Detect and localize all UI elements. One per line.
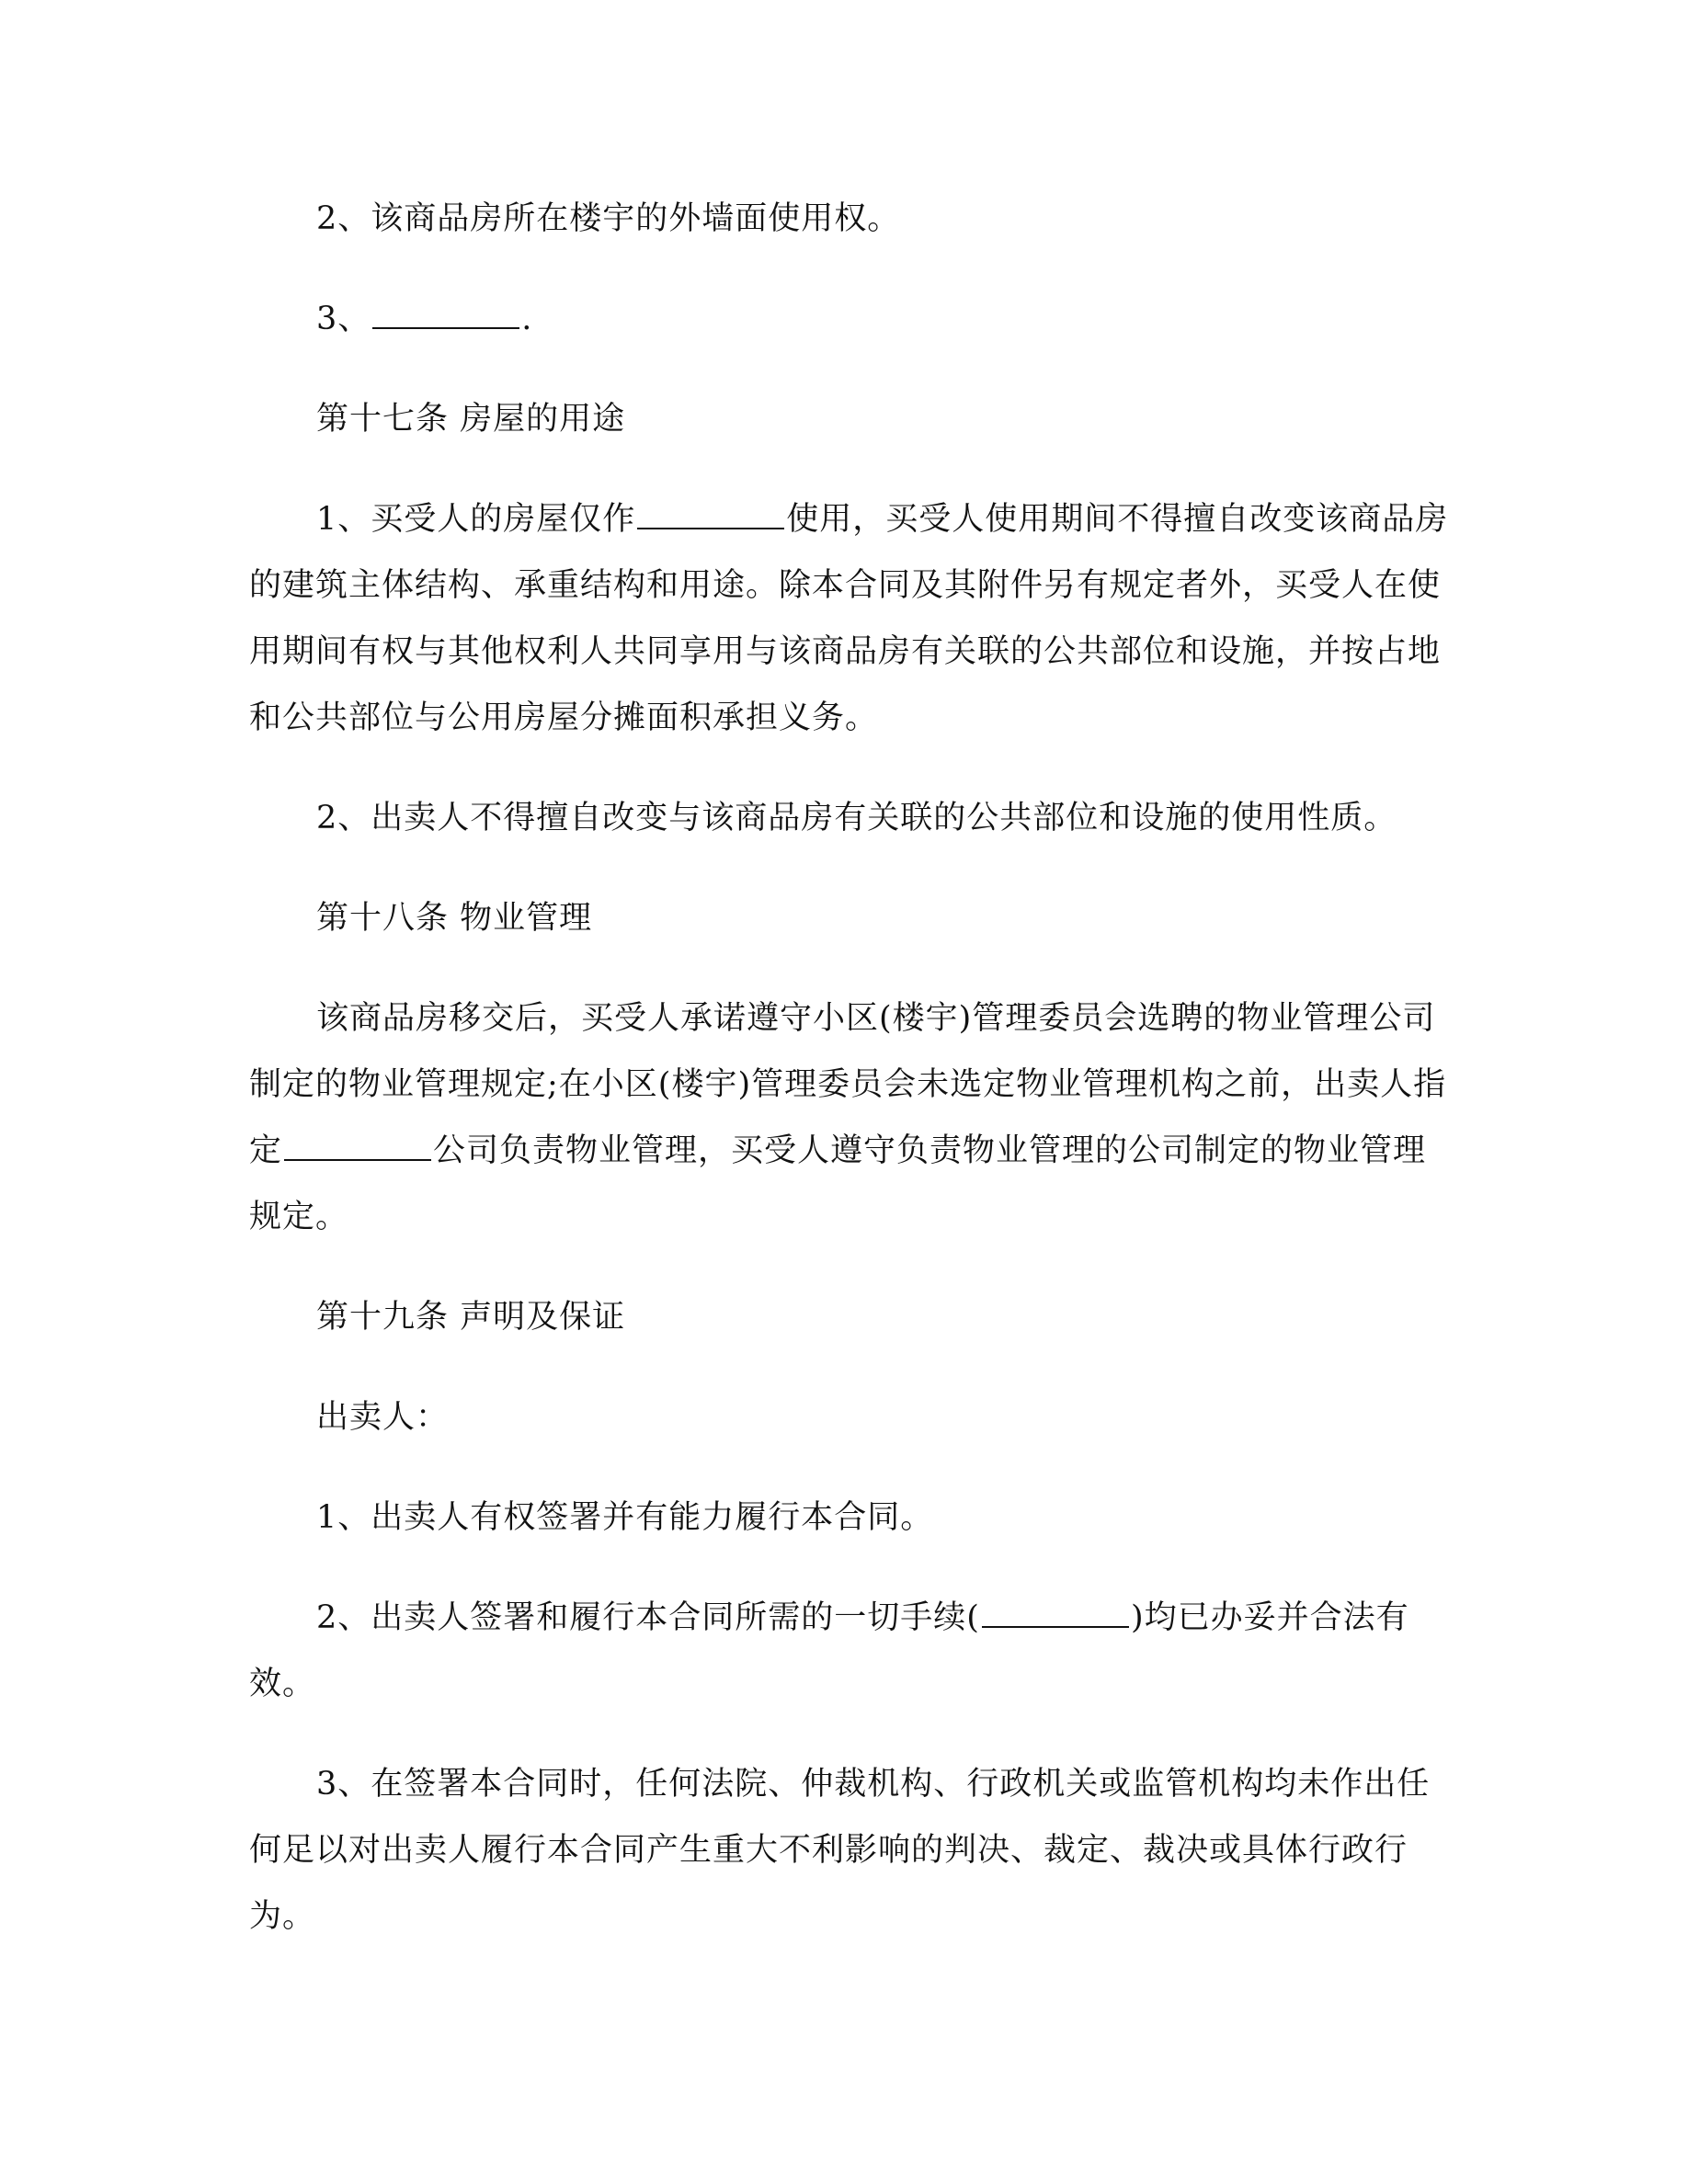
item-exterior-wall: [249, 186, 1444, 252]
paragraph-line: 2、出卖人不得擅自改变与该商品房有关联的公共部位和设施的使用性质。: [316, 800, 1397, 836]
text-segment: 定: [249, 1132, 283, 1169]
item-number: 3、: [316, 301, 371, 337]
paragraph-line: [249, 286, 1444, 352]
paragraph-line: [249, 486, 1449, 552]
fill-in-blank: [637, 500, 784, 529]
paragraph-line: 效。: [249, 1666, 316, 1702]
text-segment: 使用，买受人使用期间不得擅自改变该商品房: [786, 501, 1449, 538]
article-18-title: [249, 885, 1444, 951]
item-terminator: .: [521, 301, 533, 337]
article-19-item-1: [249, 1484, 1444, 1551]
fill-in-blank: [372, 300, 519, 329]
paragraph-line: 2、该商品房所在楼宇的外墙面使用权。: [316, 200, 901, 237]
paragraph-line: 规定。: [249, 1199, 349, 1235]
paragraph-line: 3、在签署本合同时，任何法院、仲裁机构、行政机关或监管机构均未作出任: [316, 1766, 1431, 1803]
article-17-title: [249, 386, 1444, 452]
article-18-paragraph: [249, 985, 1447, 1250]
paragraph-line: [249, 1118, 1444, 1184]
fill-in-blank: [284, 1132, 431, 1161]
article-19-item-2: [249, 1585, 1444, 1717]
paragraph-line: 何足以对出卖人履行本合同产生重大不利影响的判决、裁定、裁决或具体行政行: [249, 1832, 1409, 1869]
article-heading: 第十八条 物业管理: [316, 900, 593, 937]
article-17-paragraph-2: [249, 785, 1444, 851]
article-heading: 第十七条 房屋的用途: [316, 401, 626, 438]
paragraph-line: 出卖人：: [316, 1399, 450, 1436]
paragraph-line: 和公共部位与公用房屋分摊面积承担义务。: [249, 700, 879, 736]
paragraph-line: 该商品房移交后，买受人承诺遵守小区(楼宇)管理委员会选聘的物业管理公司: [316, 1000, 1436, 1037]
paragraph-line: 的建筑主体结构、承重结构和用途。除本合同及其附件另有规定者外，买受人在使: [249, 567, 1442, 604]
text-segment: 1、买受人的房屋仅作: [316, 501, 636, 538]
article-19-item-3: [249, 1751, 1444, 1950]
article-17-paragraph-1: [249, 486, 1449, 751]
fill-in-blank: [982, 1598, 1129, 1628]
item-3-blank: [249, 286, 1444, 352]
paragraph-line: 为。: [249, 1898, 316, 1935]
article-heading: 第十九条 声明及保证: [316, 1299, 626, 1336]
paragraph-line: 1、出卖人有权签署并有能力履行本合同。: [316, 1499, 934, 1536]
text-segment: 公司负责物业管理，买受人遵守负责物业管理的公司制定的物业管理: [433, 1132, 1427, 1169]
article-19-title: [249, 1284, 1444, 1350]
paragraph-line: [249, 1585, 1444, 1651]
text-segment: )均已办妥并合法有: [1130, 1599, 1409, 1636]
text-segment: 2、出卖人签署和履行本合同所需的一切手续(: [316, 1599, 980, 1636]
seller-label: [249, 1384, 1444, 1450]
paragraph-line: 制定的物业管理规定;在小区(楼宇)管理委员会未选定物业管理机构之前，出卖人指: [249, 1066, 1447, 1103]
paragraph-line: 用期间有权与其他权利人共同享用与该商品房有关联的公共部位和设施，并按占地: [249, 633, 1442, 670]
